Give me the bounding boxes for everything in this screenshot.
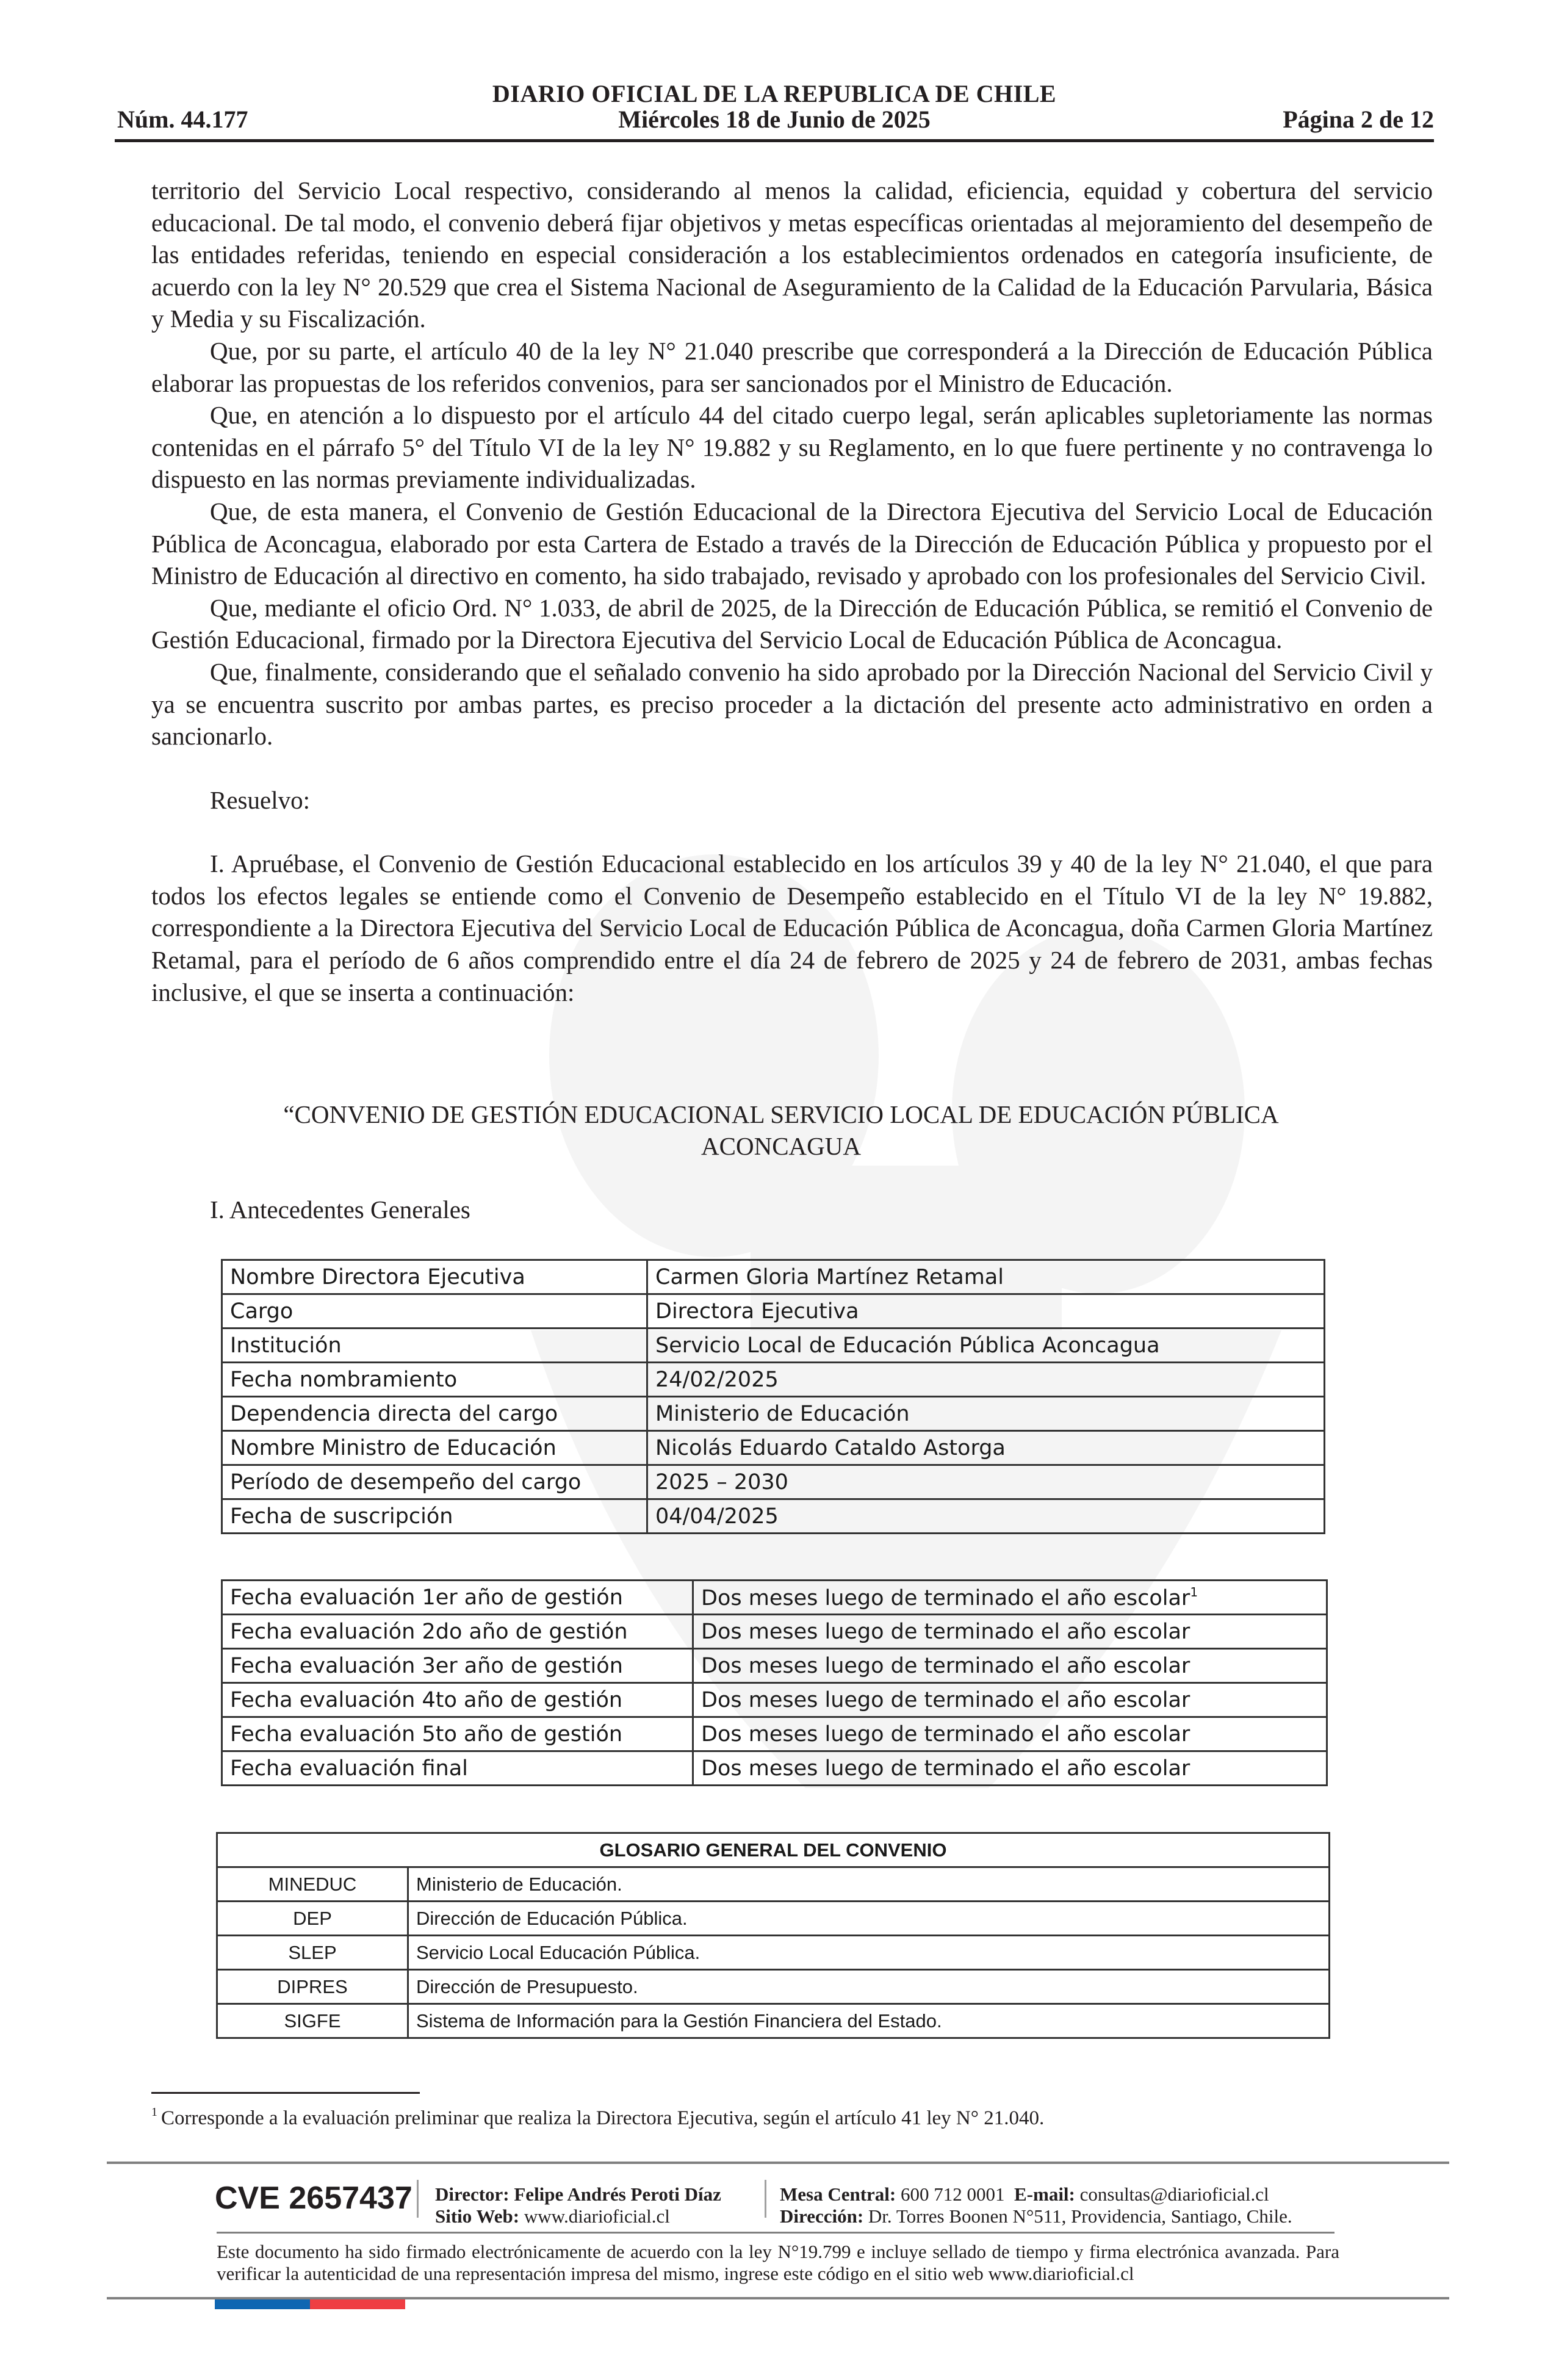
evaluaciones-table (221, 1579, 1328, 1786)
glosario-abbreviation: DEP (217, 1902, 408, 1936)
director-name: Felipe Andrés Peroti Díaz (514, 2183, 721, 2205)
row-label: Nombre Ministro de Educación (222, 1431, 647, 1465)
footnote (151, 2105, 1044, 2130)
table-row (222, 1431, 1325, 1465)
table-row (222, 1717, 1327, 1751)
row-value: 24/02/2025 (647, 1363, 1325, 1397)
table-row (222, 1294, 1325, 1329)
glosario-abbreviation: DIPRES (217, 1970, 408, 2004)
paragraph: Que, mediante el oficio Ord. N° 1.033, de abril de 2025, de la Dirección de Educación Pública, se remitió el Convenio de Gestión Educacional, firmado por la Directora Ejecutiva del Servicio Local de Educación Pública de Aconcagua. (151, 593, 1433, 654)
table-row (222, 1649, 1327, 1683)
glosario-header-row (217, 1833, 1330, 1867)
row-value: Directora Ejecutiva (647, 1294, 1325, 1329)
table-row (222, 1465, 1325, 1499)
row-value: 2025 – 2030 (647, 1465, 1325, 1499)
row-label: Nombre Directora Ejecutiva (222, 1260, 647, 1294)
row-label: Cargo (222, 1294, 647, 1329)
footer-divider-top (107, 2162, 1449, 2164)
table-row (222, 1260, 1325, 1294)
phone-number: 600 712 0001 (901, 2183, 1005, 2205)
row-label: Fecha evaluación 5to año de gestión (222, 1717, 693, 1751)
page-number: Página 2 de 12 (1283, 106, 1434, 133)
row-value: Dos meses luego de terminado el año escolar (693, 1751, 1327, 1786)
row-value: Dos meses luego de terminado el año escolar (693, 1683, 1327, 1717)
footer-contact-block (780, 2183, 1292, 2227)
row-label: Período de desempeño del cargo (222, 1465, 647, 1499)
table-row (217, 1902, 1330, 1936)
resuelvo-heading: Resuelvo: (210, 785, 310, 814)
phone-label: Mesa Central: (780, 2183, 896, 2205)
row-value: Ministerio de Educación (647, 1397, 1325, 1431)
table-row (222, 1751, 1327, 1786)
row-value: Carmen Gloria Martínez Retamal (647, 1260, 1325, 1294)
paragraph: Que, finalmente, considerando que el señalado convenio ha sido aprobado por la Dirección Nacional del Servicio Civil y ya se encuentra suscrito por ambas partes, es preciso proceder a la dictación del presente acto administrativo en orden a sancionarlo. (151, 657, 1433, 751)
cve-code: CVE 2657437 (215, 2180, 412, 2216)
table-row (217, 1936, 1330, 1970)
address-label: Dirección: (780, 2205, 864, 2227)
convenio-title-line-2: ACONCAGUA (701, 1132, 861, 1160)
website-link[interactable]: www.diarioficial.cl (524, 2205, 670, 2227)
row-value: Dos meses luego de terminado el año escolar (693, 1649, 1327, 1683)
table-row (217, 1867, 1330, 1902)
row-label: Fecha nombramiento (222, 1363, 647, 1397)
row-value: Nicolás Eduardo Cataldo Astorga (647, 1431, 1325, 1465)
row-label: Institución (222, 1329, 647, 1363)
resolution-paragraph: I. Apruébase, el Convenio de Gestión Educacional establecido en los artículos 39 y 40 de la ley N° 21.040, el que para todos los efectos legales se entiende como el Convenio de Desempeño establecido en el Título VI de la ley N° 19.882, correspondiente a la Directora Ejecutiva del Servicio Local de Educación Pública de Aconcagua, doña Carmen Gloria Martínez Retamal, para el período de 6 años comprendido entre el día 24 de febrero de 2025 y 24 de febrero de 2031, ambas fechas inclusive, el que se inserta a continuación: (151, 849, 1433, 1006)
row-value: 04/04/2025 (647, 1499, 1325, 1534)
issue-date: Miércoles 18 de Junio de 2025 (618, 106, 931, 133)
legal-notice: Este documento ha sido firmado electrónicamente de acuerdo con la ley N°19.799 e incluye sellado de tiempo y firma electrónica avanzada. Para verificar la autenticidad de una representación impresa del mismo, ingrese este código en el sitio web www.diarioficial.cl (217, 2241, 1339, 2284)
row-label: Fecha evaluación final (222, 1751, 693, 1786)
paragraph: territorio del Servicio Local respectivo, considerando al menos la calidad, eficiencia, equidad y cobertura del servicio educacional. De tal modo, el convenio deberá fijar objetivos y metas específicas orientadas al mejoramiento del desempeño de las entidades referidas, teniendo en especial consideración a los establecimientos ordenados en categoría insuficiente, de acuerdo con la ley N° 20.529 que crea el Sistema Nacional de Aseguramiento de la Calidad de la Educación Parvularia, Básica y Media y su Fiscalización. (151, 176, 1433, 333)
antecedentes-table (221, 1259, 1325, 1534)
email-link[interactable]: consultas@diarioficial.cl (1079, 2183, 1269, 2205)
page-header (115, 72, 1434, 140)
header-divider (115, 139, 1434, 142)
website-label: Sitio Web: (435, 2205, 520, 2227)
glosario-title: GLOSARIO GENERAL DEL CONVENIO (217, 1833, 1330, 1867)
flag-stripe-red (310, 2299, 405, 2309)
table-row (217, 1970, 1330, 2004)
table-row (222, 1683, 1327, 1717)
footer-divider-middle (217, 2232, 1334, 2234)
footer-separator (765, 2180, 766, 2218)
footer-director-block (435, 2183, 721, 2227)
glosario-meaning: Dirección de Educación Pública. (408, 1902, 1330, 1936)
footnote-text: Corresponde a la evaluación preliminar que realiza la Directora Ejecutiva, según el artículo 41 ley N° 21.040. (161, 2107, 1045, 2129)
glosario-abbreviation: MINEDUC (217, 1867, 408, 1902)
row-label: Fecha evaluación 3er año de gestión (222, 1649, 693, 1683)
glosario-meaning: Servicio Local Educación Pública. (408, 1936, 1330, 1970)
row-label: Fecha evaluación 1er año de gestión (222, 1581, 693, 1615)
convenio-title-line-1: “CONVENIO DE GESTIÓN EDUCACIONAL SERVICIO LOCAL DE EDUCACIÓN PÚBLICA (283, 1100, 1279, 1128)
glosario-meaning: Sistema de Información para la Gestión Financiera del Estado. (408, 2004, 1330, 2038)
convenio-title (183, 1098, 1379, 1162)
row-value: Dos meses luego de terminado el año escolar (693, 1615, 1327, 1649)
table-row (222, 1397, 1325, 1431)
row-label: Fecha de suscripción (222, 1499, 647, 1534)
flag-stripe-blue (215, 2299, 310, 2309)
footer-separator (417, 2180, 419, 2218)
row-value (693, 1581, 1327, 1615)
table-row (222, 1615, 1327, 1649)
section-heading: I. Antecedentes Generales (210, 1195, 470, 1224)
row-label: Fecha evaluación 4to año de gestión (222, 1683, 693, 1717)
glosario-abbreviation: SIGFE (217, 2004, 408, 2038)
row-value: Servicio Local de Educación Pública Aconcagua (647, 1329, 1325, 1363)
publication-title: DIARIO OFICIAL DE LA REPUBLICA DE CHILE (492, 80, 1057, 107)
row-label: Fecha evaluación 2do año de gestión (222, 1615, 693, 1649)
paragraph: Que, de esta manera, el Convenio de Gestión Educacional de la Directora Ejecutiva del Servicio Local de Educación Pública de Aconcagua, elaborado por esta Cartera de Estado a través de la Dirección de Educación Pública y propuesto por el Ministro de Educación al directivo en comento, ha sido trabajado, revisado y aprobado con los profesionales del Servicio Civil. (151, 497, 1433, 590)
paragraph: Que, en atención a lo dispuesto por el artículo 44 del citado cuerpo legal, serán aplicables supletoriamente las normas contenidas en el párrafo 5° del Título VI de la ley N° 19.882 y su Reglamento, en lo que fuere pertinente y no contravenga lo dispuesto en las normas previamente individualizadas. (151, 401, 1433, 494)
table-row (222, 1363, 1325, 1397)
row-value: Dos meses luego de terminado el año escolar (693, 1717, 1327, 1751)
table-row (222, 1581, 1327, 1615)
glosario-meaning: Dirección de Presupuesto. (408, 1970, 1330, 2004)
footnote-divider (151, 2092, 420, 2094)
paragraph: Que, por su parte, el artículo 40 de la ley N° 21.040 prescribe que corresponderá a la Dirección de Educación Pública elaborar las propuestas de los referidos convenios, para ser sancionados por el Ministro de Educación. (151, 336, 1433, 397)
footnote-reference[interactable]: 1 (1190, 1584, 1198, 1599)
email-label: E-mail: (1014, 2183, 1075, 2205)
row-label: Dependencia directa del cargo (222, 1397, 647, 1431)
footnote-marker: 1 (151, 2105, 157, 2119)
table-row (222, 1499, 1325, 1534)
glosario-abbreviation: SLEP (217, 1936, 408, 1970)
glosario-table (216, 1832, 1330, 2039)
document-body (151, 175, 1433, 1008)
issue-number: Núm. 44.177 (117, 106, 248, 133)
glosario-meaning: Ministerio de Educación. (408, 1867, 1330, 1902)
table-row (217, 2004, 1330, 2038)
director-label: Director: (435, 2183, 510, 2205)
row-value-text: Dos meses luego de terminado el año escolar (701, 1585, 1190, 1610)
address-value: Dr. Torres Boonen N°511, Providencia, Santiago, Chile. (868, 2205, 1292, 2227)
table-row (222, 1329, 1325, 1363)
